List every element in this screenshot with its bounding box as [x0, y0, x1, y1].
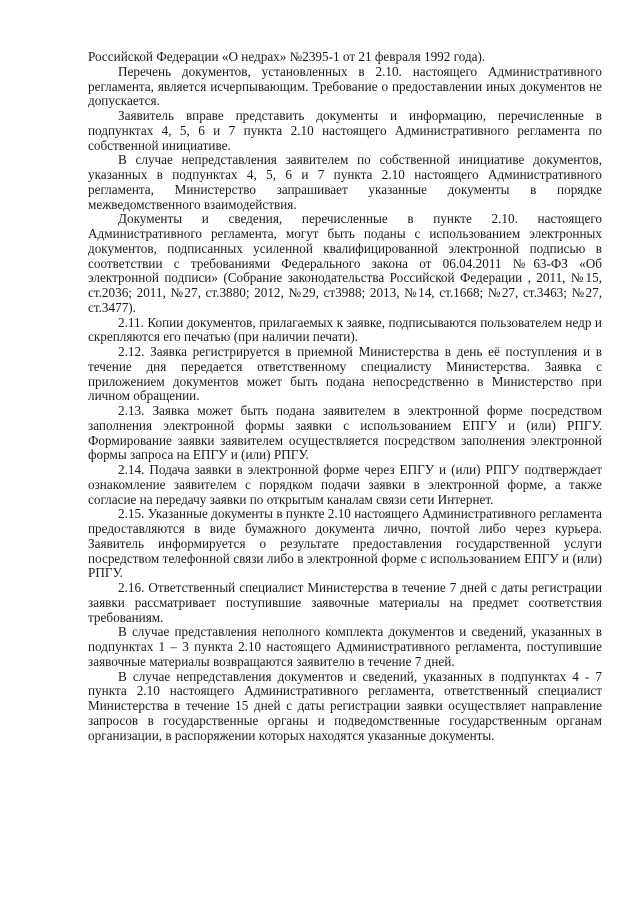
- paragraph-interagency-request: В случае непредставления заявителем по собственной инициативе документов, указанных в подпунктах 4, 5, 6 и 7 пункта 2.10 настоящего Административного регламента, Министерство запрашивает указанные документы в порядке межведомственного взаимодействия.: [88, 152, 602, 212]
- paragraph-2-14: 2.14. Подача заявки в электронной форме через ЕПГУ и (или) РПГУ подтверждает ознакомление заявителем с порядком подачи заявки в электронной форме, а также согласие на передачу заявки по открытым каналам связи сети Интернет.: [88, 462, 602, 507]
- paragraph-2-11: 2.11. Копии документов, прилагаемых к заявке, подписываются пользователем недр и скрепляются его печатью (при наличии печати).: [88, 314, 602, 345]
- document-body: [88, 50, 602, 743]
- paragraph-non-submission: В случае непредставления документов и сведений, указанных в подпунктах 4 - 7 пункта 2.10 настоящего Административного регламента, ответственный специалист Министерства в течение 15 дней с даты регистрации заявки осуществляет направление запросов в государственные органы и подведомственные государственным органам организации, в распоряжении которых находятся указанные документы.: [88, 668, 602, 743]
- paragraph-2-16: 2.16. Ответственный специалист Министерства в течение 7 дней с даты регистрации заявки рассматривает поступившие заявочные материалы на предмет соответствия требованиям.: [88, 580, 602, 625]
- paragraph-2-12: 2.12. Заявка регистрируется в приемной Министерства в день её поступления и в течение дня передается ответственному специалисту Министерства. Заявка с приложением документов может быть подана непосредственно в Министерство при личном обращении.: [88, 344, 602, 404]
- paragraph-continuation: Российской Федерации «О недрах» №2395-1 от 21 февраля 1992 года).: [88, 49, 486, 64]
- paragraph-2-13: 2.13. Заявка может быть подана заявителем в электронной форме посредством заполнения электронной формы заявки с использованием ЕПГУ и (или) РПГУ. Формирование заявки заявителем осуществляется посредством заполнения электронной формы запроса на ЕПГУ и (или) РПГУ.: [88, 403, 602, 463]
- paragraph-2-15: 2.15. Указанные документы в пункте 2.10 настоящего Административного регламента предоставляются в виде бумажного документа лично, почтой либо через курьера. Заявитель информируется о результате предоставления государственной услуги посредством телефонной связи либо в электронной форме с использованием ЕПГУ и (или) РПГУ.: [88, 506, 602, 581]
- paragraph-electronic-documents: Документы и сведения, перечисленные в пункте 2.10. настоящего Административного регламента, могут быть поданы с использованием электронных документов, подписанных усиленной квалифицированной электронной подписью в соответствии с требованиями Федерального закона от 06.04.2011 №63-ФЗ «Об электронной подписи» (Собрание законодательства Российской Федерации , 2011, №15, ст.2036; 2011, №27, ст.3880; 2012, №29, ст3988; 2013, №14, ст.1668; №27, ст.3463; №27, ст.3477).: [88, 211, 602, 315]
- paragraph-own-initiative: Заявитель вправе представить документы и информацию, перечисленные в подпунктах 4, 5, 6 и 7 пункта 2.10 настоящего Административного регламента по собственной инициативе.: [88, 108, 602, 153]
- paragraph-exhaustive-list: Перечень документов, установленных в 2.10. настоящего Административного регламента, является исчерпывающим. Требование о предоставлении иных документов не допускается.: [88, 63, 602, 109]
- paragraph-incomplete-set: В случае представления неполного комплекта документов и сведений, указанных в подпунктах 1 – 3 пункта 2.10 настоящего Административного регламента, поступившие заявочные материалы возвращаются заявителю в течение 7 дней.: [88, 624, 602, 669]
